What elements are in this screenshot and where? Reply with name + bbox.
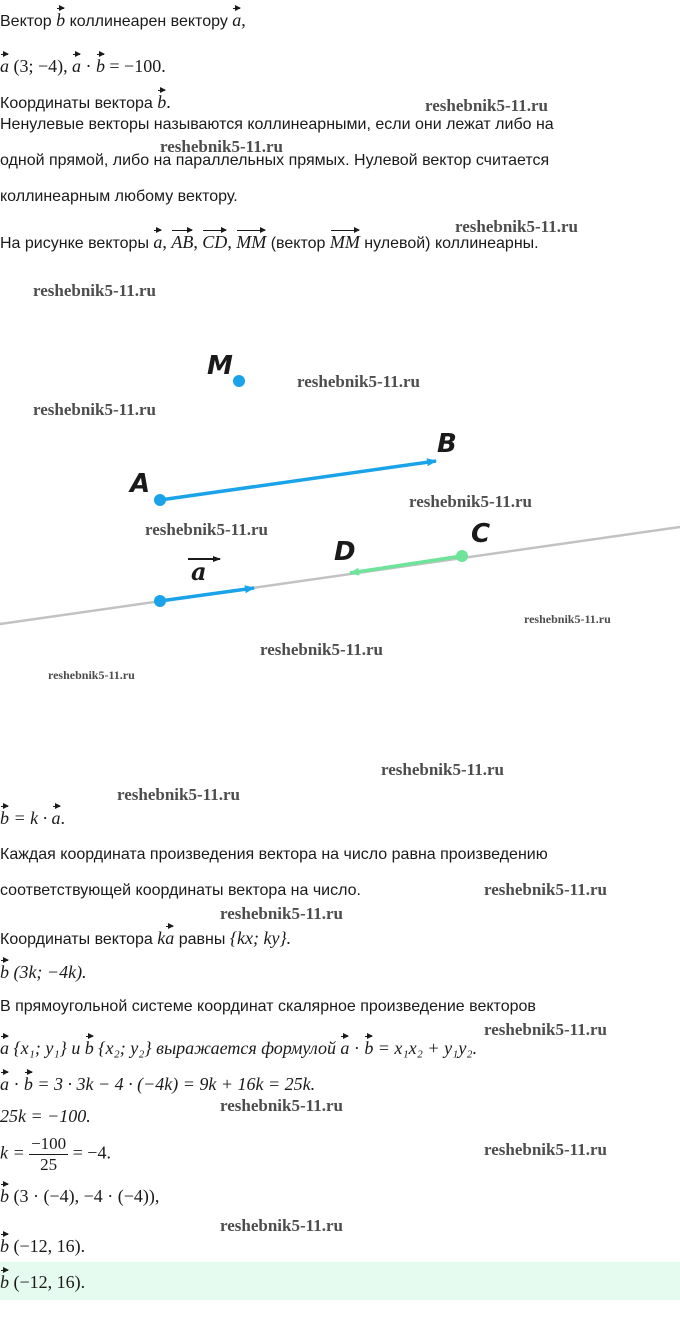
watermark: reshebnik5-11.ru xyxy=(524,612,611,626)
watermark: reshebnik5-11.ru xyxy=(33,281,156,300)
point-m xyxy=(233,375,245,387)
label-d: D xyxy=(334,537,356,567)
answer-box xyxy=(0,1262,680,1300)
definition-line-1: Ненулевые векторы называются коллинеарными, если они лежат либо на xyxy=(0,116,554,133)
vector-a-drawn xyxy=(160,588,254,601)
label-c: C xyxy=(471,519,491,549)
vector-cd xyxy=(350,556,462,573)
equation-b-result: b (−12, 16). xyxy=(0,1232,85,1257)
watermark: reshebnik5-11.ru xyxy=(484,1020,607,1039)
watermark: reshebnik5-11.ru xyxy=(220,904,343,923)
label-m: M xyxy=(207,351,233,381)
vector-ab xyxy=(160,461,436,500)
watermark: reshebnik5-11.ru xyxy=(425,96,548,115)
fraction: $\frac{-100}{25}$ xyxy=(31,1134,67,1174)
label-vector-a: a xyxy=(191,557,207,586)
problem-line-2: a (3; −4), a · b = −100. xyxy=(0,52,166,77)
watermark: reshebnik5-11.ru xyxy=(381,760,504,779)
definition-line-2: одной прямой, либо на параллельных прямых. Нулевой вектор считается xyxy=(0,152,550,169)
watermark: reshebnik5-11.ru xyxy=(455,217,578,236)
equation-b-coords: b (3k; −4k). xyxy=(0,958,87,983)
watermark: reshebnik5-11.ru xyxy=(409,492,532,511)
watermark: reshebnik5-11.ru xyxy=(160,137,283,156)
watermark: reshebnik5-11.ru xyxy=(484,1140,607,1159)
point-a xyxy=(154,494,166,506)
watermark: reshebnik5-11.ru xyxy=(297,372,420,391)
property-line-2: соответствующей координаты вектора на число. xyxy=(0,882,361,899)
equation-dot-product: a · b = 3 · 3k − 4 · (−4k) = 9k + 16k = 25k. xyxy=(0,1070,315,1095)
watermark: reshebnik5-11.ru xyxy=(33,400,156,419)
equation-collinear: b = k · a. xyxy=(0,804,65,829)
figure-caption: На рисунке векторы a, AB, CD, MM (вектор MM нулевой) коллинеарны. xyxy=(0,228,539,253)
watermark: reshebnik5-11.ru xyxy=(220,1096,343,1115)
vector-b: b xyxy=(56,6,65,31)
vector-a: a xyxy=(232,6,241,31)
watermark: reshebnik5-11.ru xyxy=(260,640,383,659)
problem-line-3: Координаты вектора b. xyxy=(0,88,171,113)
answer-line: b (−12, 16). xyxy=(0,1268,85,1293)
watermark: reshebnik5-11.ru xyxy=(484,880,607,899)
coordinates-ka-line: Координаты вектора ka равны {kx; ky}. xyxy=(0,924,291,949)
point-c xyxy=(456,550,468,562)
dot-product-line-1: В прямоугольной системе координат скалярное произведение векторов xyxy=(0,998,536,1015)
label-a: A xyxy=(130,469,151,499)
problem-line-1: Вектор b коллинеарен вектору a, xyxy=(0,6,246,31)
watermark: reshebnik5-11.ru xyxy=(117,785,240,804)
equation-b-substituted: b (3 · (−4), −4 · (−4)), xyxy=(0,1182,159,1207)
watermark: reshebnik5-11.ru xyxy=(48,668,135,682)
watermark: reshebnik5-11.ru xyxy=(220,1216,343,1235)
label-b: B xyxy=(437,429,457,459)
point-a-start xyxy=(154,595,166,607)
property-line-1: Каждая координата произведения вектора на число равна произведению xyxy=(0,846,548,863)
definition-line-3: коллинеарным любому вектору. xyxy=(0,188,238,205)
equation-k: k = $\frac{-100}{25}$ = −4. xyxy=(0,1134,111,1174)
equation-25k: 25k = −100. xyxy=(0,1106,91,1126)
dot-product-line-2: a {x₁; y₁} и b {x₂; y₂} выражается формулой a · b = x₁x₂ + y₁y₂. xyxy=(0,1034,477,1059)
watermark: reshebnik5-11.ru xyxy=(145,520,268,539)
